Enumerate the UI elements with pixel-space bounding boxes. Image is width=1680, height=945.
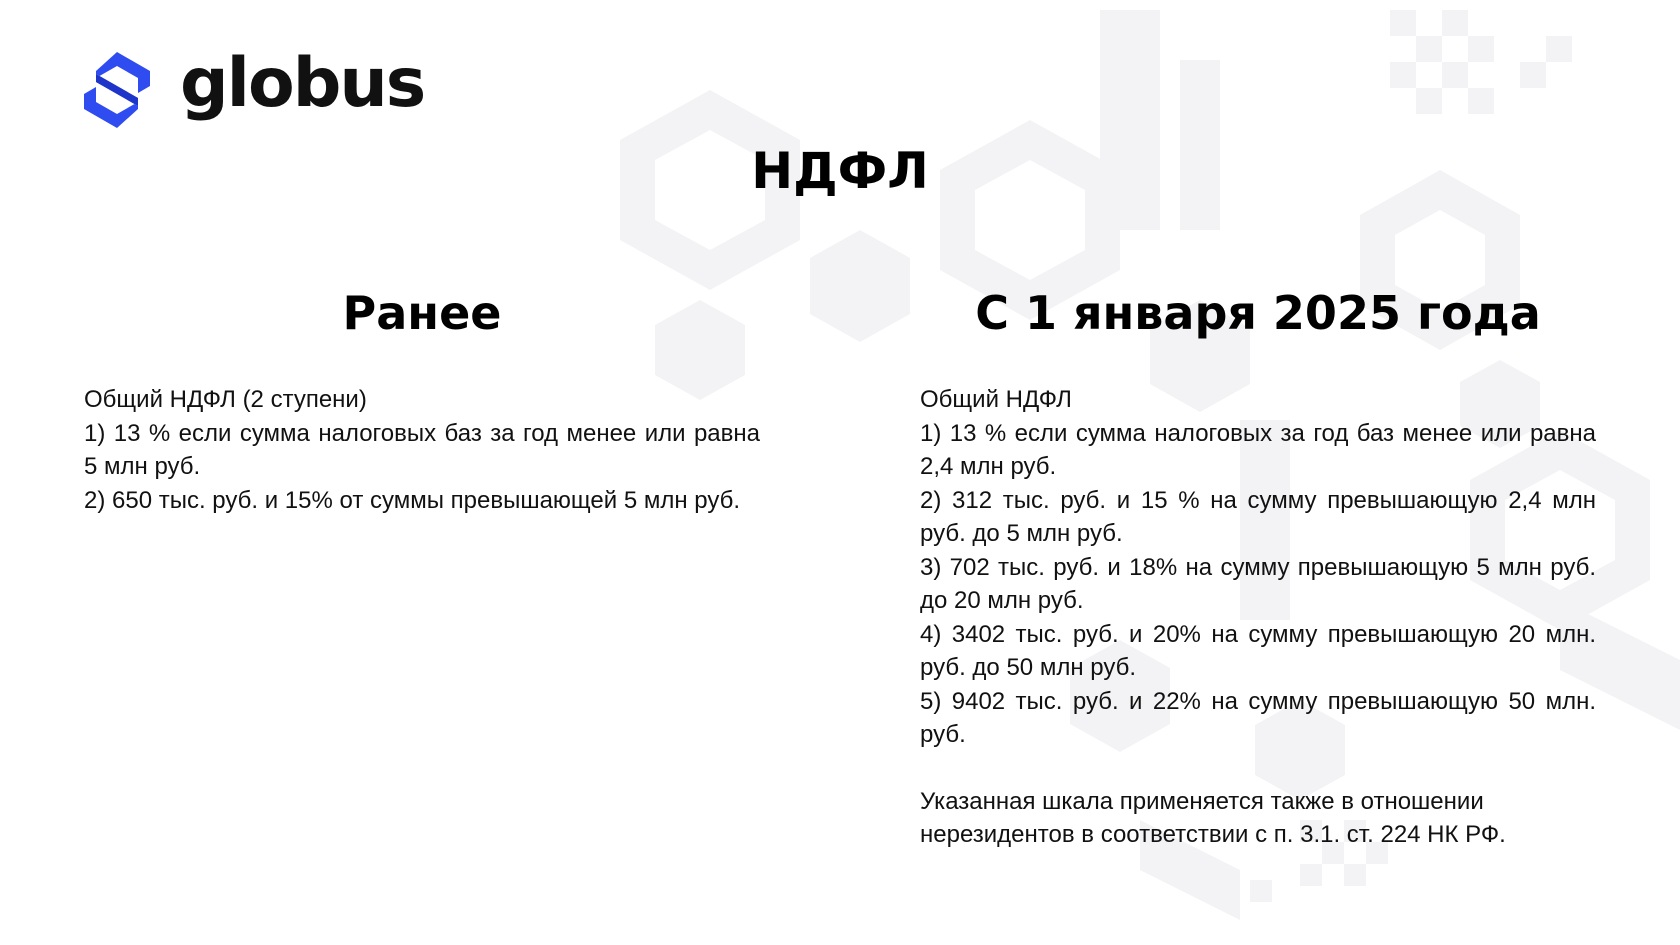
left-intro: Общий НДФЛ (2 ступени) [84,386,367,413]
right-item-1: 1) 13 % если сумма налоговых за год баз менее или равна 2,4 млн руб. [920,419,1596,480]
right-note-line-1: Указанная шкала применяется также в отношении [920,787,1484,815]
brand-logo [84,44,425,128]
globus-logo-icon [84,52,150,128]
page-title: НДФЛ [751,142,929,200]
right-intro: Общий НДФЛ [920,386,1072,413]
right-column-body [920,383,1596,852]
right-item-4: 4) 3402 тыс. руб. и 20% на сумму превышающую 20 млн. руб. до 50 млн руб. [920,620,1596,681]
left-item-1: 1) 13 % если сумма налоговых баз за год менее или равна 5 млн руб. [84,419,760,480]
right-note [920,785,1596,852]
right-note-line-2: нерезидентов в соответствии с п. 3.1. ст. 224 НК РФ. [920,821,1506,848]
right-item-5: 5) 9402 тыс. руб. и 22% на сумму превышающую 50 млн. руб. [920,687,1596,748]
left-column-heading: Ранее [342,286,502,340]
left-item-2: 2) 650 тыс. руб. и 15% от суммы превышающей 5 млн руб. [84,486,741,514]
brand-name: globus [180,44,425,123]
right-item-2: 2) 312 тыс. руб. и 15 % на сумму превышающую 2,4 млн руб. до 5 млн руб. [920,486,1596,547]
right-item-3: 3) 702 тыс. руб. и 18% на сумму превышающую 5 млн руб. до 20 млн руб. [920,553,1596,614]
right-column-heading: С 1 января 2025 года [975,286,1541,340]
left-column-body [84,383,760,517]
